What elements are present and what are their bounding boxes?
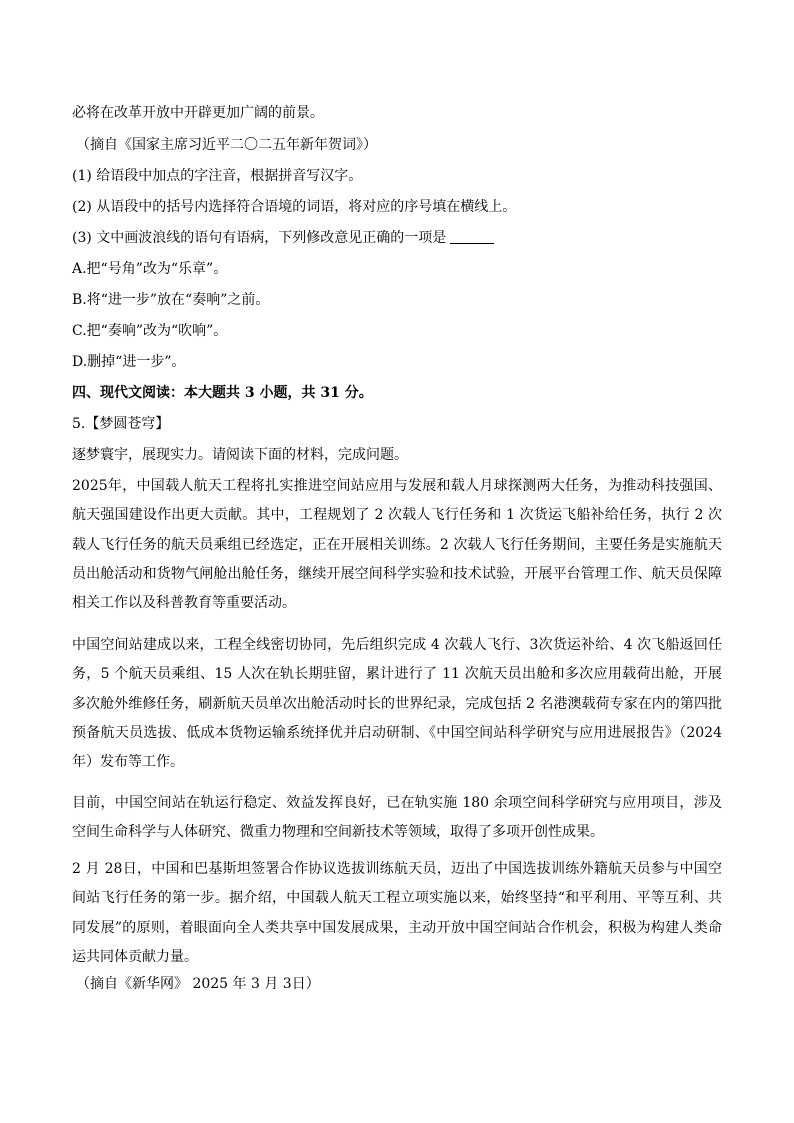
question-3 bbox=[72, 228, 494, 248]
question-3-text: (3) 文中画波浪线的语句有语病，下列修改意见正确的一项是 bbox=[72, 230, 447, 246]
question-5-title: 5.【梦圆苍穹】 bbox=[72, 416, 170, 432]
option-a: A.把“号角”改为“乐章”。 bbox=[72, 261, 228, 277]
text-line: 必将在改革开放中开辟更加广阔的前景。 bbox=[72, 105, 324, 121]
paragraph-4: 2 月 28日，中国和巴基斯坦签署合作协议选拔训练航天员，迈出了中国选拔训练外籍航天员参与中国空间站飞行任务的第一步。据介绍，中国载人航天工程立项实施以来，始终坚持“和平利用、平等互利、共同发展”的原则，着眼面向全人类共享中国发展成果，主动开放中国空间站合作机会，积极为构建人类命运共同体贡献力量。 bbox=[72, 861, 722, 965]
paragraph-2: 中国空间站建成以来，工程全线密切协同，先后组织完成 4 次载人飞行、3次货运补给、4 次飞船返回任务，5 个航天员乘组、15 人次在轨长期驻留，累计进行了 11 次航天员出舱和多次应用载荷出舱，开展多次舱外维修任务，刷新航天员单次出舱活动时长的世界纪录，完成包括 2 名港澳载荷专家在内的第四批预备航天员选拔、低成本货物运输系统择优并启动研制、《中国空间站科学研究与应用进展报告》（2024 年）发布等工作。 bbox=[72, 637, 722, 771]
paragraph-1: 2025年，中国载人航天工程将扎实推进空间站应用与发展和载人月球探测两大任务，为推动科技强国、航天强国建设作出更大贡献。其中，工程规划了 2 次载人飞行任务和 1 次货运飞船补给任务，执行 2 次载人飞行任务的航天员乘组已经选定，正在开展相关训练。2 次载人飞行任务期间，主要任务是实施航天员出舱活动和货物气闸舱出舱任务，继续开展空间科学实验和技术试验，开展平台管理工作、航天员保障相关工作以及科普教育等重要活动。 bbox=[72, 478, 722, 612]
option-c: C.把“奏响”改为“吹响”。 bbox=[72, 323, 228, 339]
answer-blank bbox=[450, 229, 494, 244]
question-2: (2) 从语段中的括号内选择符合语境的词语，将对应的序号填在横线上。 bbox=[72, 199, 517, 215]
question-1: (1) 给语段中加点的字注音，根据拼音写汉字。 bbox=[72, 168, 363, 184]
option-b: B.将“进一步”放在“奏响”之前。 bbox=[72, 292, 270, 308]
source-citation-2: （摘自《新华网》 2025 年 3 月 3日） bbox=[76, 976, 320, 992]
question-5-intro: 逐梦寰宇，展现实力。请阅读下面的材料，完成问题。 bbox=[72, 447, 408, 463]
option-d: D.删掉“进一步”。 bbox=[72, 354, 186, 370]
paragraph-3: 目前，中国空间站在轨运行稳定、效益发挥良好，已在轨实施 180 余项空间科学研究与应用项目，涉及空间生命科学与人体研究、微重力物理和空间新技术等领域，取得了多项开创性成果。 bbox=[72, 795, 722, 841]
source-citation: （摘自《国家主席习近平二〇二五年新年贺词》） bbox=[76, 137, 377, 153]
section-heading: 四、现代文阅读：本大题共 3 小题，共 31 分。 bbox=[72, 385, 373, 401]
